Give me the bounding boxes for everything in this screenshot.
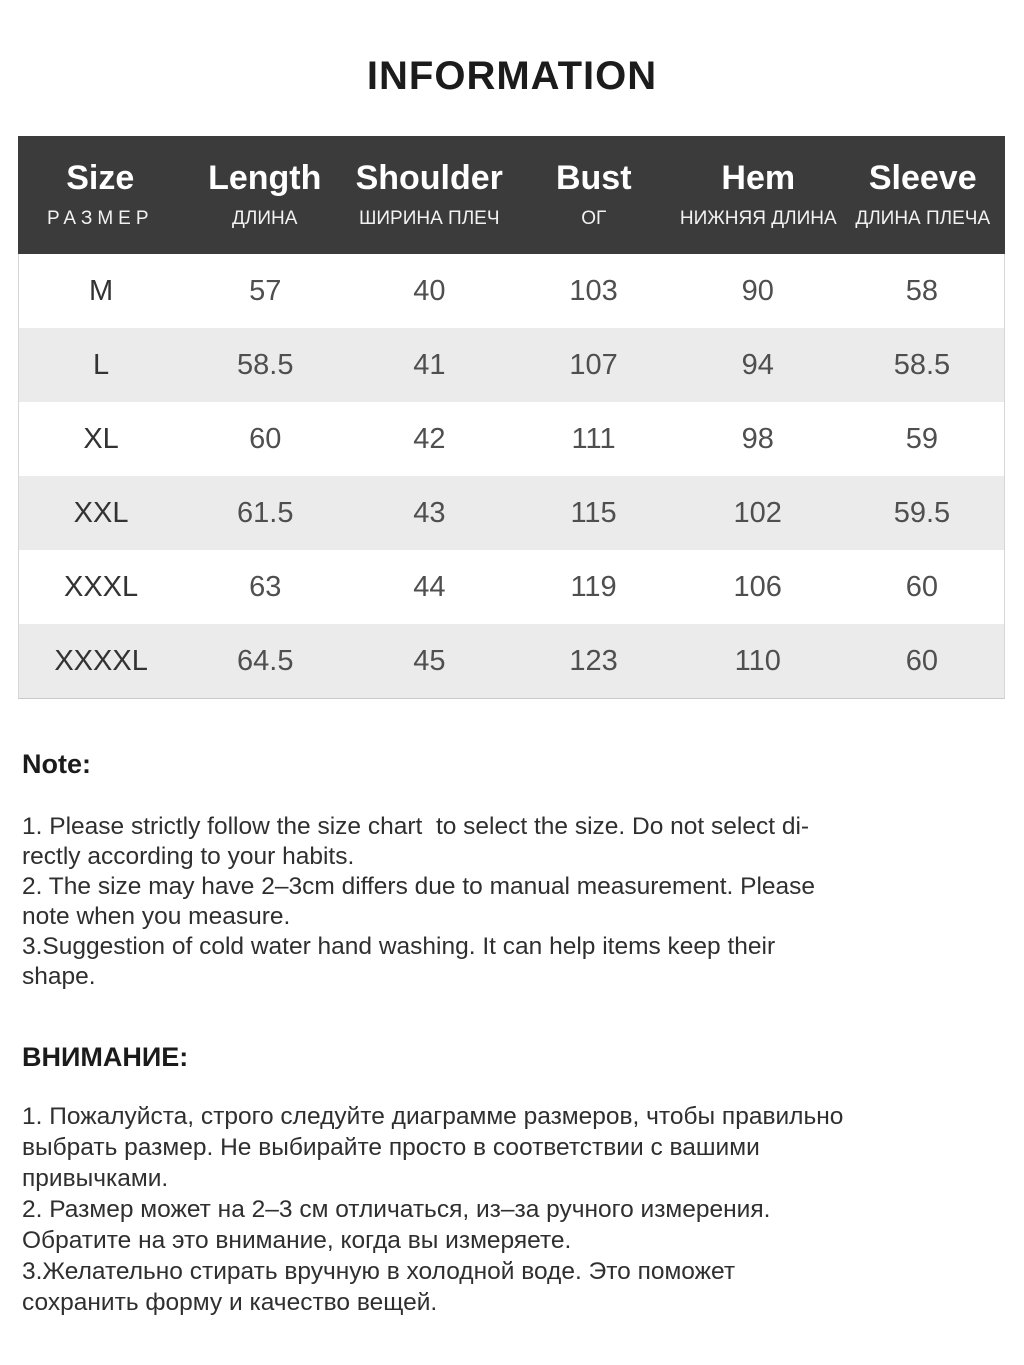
note-line: shape. xyxy=(22,963,96,991)
page-title: INFORMATION xyxy=(366,54,658,98)
length-cell: 57 xyxy=(249,274,282,307)
column-label-en: Bust xyxy=(555,158,632,197)
sleeve-cell: 58.5 xyxy=(893,348,951,381)
shoulder-cell: 45 xyxy=(413,644,446,677)
column-label-ru: ШИРИНА ПЛЕЧ xyxy=(358,208,500,230)
hem-cell: 98 xyxy=(741,422,774,455)
size-cell: L xyxy=(93,348,110,381)
column-label-en: Size xyxy=(66,158,135,197)
bust-cell: 107 xyxy=(569,348,618,381)
note-line: 3.Желательно стирать вручную в холодной воде. Это поможет xyxy=(22,1258,736,1286)
note-line: 1. Please strictly follow the size chart to select the size. Do not select di- xyxy=(22,813,810,841)
note-line: привычками. xyxy=(22,1165,169,1193)
column-header-size xyxy=(18,160,183,230)
sleeve-cell: 58 xyxy=(905,274,939,307)
note-line: note when you measure. xyxy=(22,903,291,931)
sleeve-cell: 60 xyxy=(905,644,939,677)
note-section-ru xyxy=(0,1042,1024,1318)
size-cell: XXXXL xyxy=(54,644,148,677)
shoulder-cell: 41 xyxy=(413,348,446,381)
size-cell: M xyxy=(88,274,114,307)
bust-cell: 103 xyxy=(569,274,618,307)
note-section-en xyxy=(0,749,1024,992)
table-row-xl xyxy=(19,402,1004,476)
column-header-hem xyxy=(676,160,841,230)
shoulder-cell: 43 xyxy=(413,496,446,529)
column-label-ru: РАЗМЕР xyxy=(46,208,154,230)
column-label-ru: НИЖНЯЯ ДЛИНА xyxy=(679,208,837,230)
note-line: 2. Размер может на 2–3 см отличаться, из–за ручного измерения. xyxy=(22,1196,771,1224)
column-label-en: Sleeve xyxy=(868,158,977,197)
size-cell: XXXL xyxy=(63,570,139,603)
note-line: Обратите на это внимание, когда вы измеряете. xyxy=(22,1227,572,1255)
hem-cell: 90 xyxy=(741,274,774,307)
bust-cell: 115 xyxy=(570,496,617,529)
bust-cell: 111 xyxy=(571,422,616,455)
note-line: 3.Suggestion of cold water hand washing. It can help items keep their xyxy=(22,933,776,961)
length-cell: 63 xyxy=(249,570,282,603)
table-row-xxxl xyxy=(19,550,1004,624)
note-heading-ru: ВНИМАНИЕ: xyxy=(22,1042,189,1073)
sleeve-cell: 59 xyxy=(905,422,939,455)
note-line: выбрать размер. Не выбирайте просто в соответствии с вашими xyxy=(22,1134,760,1162)
sleeve-cell: 59.5 xyxy=(893,496,951,529)
sleeve-cell: 60 xyxy=(905,570,939,603)
column-header-length xyxy=(183,160,348,230)
note-line: сохранить форму и качество вещей. xyxy=(22,1289,438,1317)
column-label-ru: ДЛИНА ПЛЕЧА xyxy=(855,208,991,230)
table-row-m xyxy=(19,254,1004,328)
note-heading-en: Note: xyxy=(22,749,91,779)
column-label-ru: ДЛИНА xyxy=(232,208,298,230)
hem-cell: 102 xyxy=(733,496,782,529)
column-header-bust xyxy=(512,160,677,230)
size-table xyxy=(18,136,1005,699)
shoulder-cell: 42 xyxy=(413,422,446,455)
note-line: rectly according to your habits. xyxy=(22,843,355,871)
note-line: 2. The size may have 2–3cm differs due to manual measurement. Please xyxy=(22,873,816,901)
column-label-en: Length xyxy=(208,158,322,197)
table-row-l xyxy=(19,328,1004,402)
size-cell: XL xyxy=(83,422,119,455)
size-cell: XXL xyxy=(73,496,129,529)
shoulder-cell: 40 xyxy=(413,274,446,307)
length-cell: 58.5 xyxy=(237,348,294,381)
size-table-header xyxy=(18,136,1005,254)
column-label-en: Shoulder xyxy=(355,158,503,197)
note-text-en xyxy=(22,812,1000,992)
hem-cell: 106 xyxy=(733,570,782,603)
bust-cell: 119 xyxy=(570,570,617,603)
table-row-xxl xyxy=(19,476,1004,550)
column-label-ru: ОГ xyxy=(581,208,607,230)
hem-cell: 94 xyxy=(741,348,774,381)
size-table-body xyxy=(18,254,1005,699)
length-cell: 60 xyxy=(249,422,282,455)
column-header-sleeve xyxy=(841,160,1006,230)
shoulder-cell: 44 xyxy=(413,570,446,603)
hem-cell: 110 xyxy=(734,644,781,677)
table-row-xxxxl xyxy=(19,624,1004,698)
column-header-shoulder xyxy=(347,160,512,230)
bust-cell: 123 xyxy=(569,644,618,677)
length-cell: 64.5 xyxy=(237,644,294,677)
note-text-ru xyxy=(22,1101,1000,1318)
note-line: 1. Пожалуйста, строго следуйте диаграмме размеров, чтобы правильно xyxy=(22,1103,844,1131)
column-label-en: Hem xyxy=(721,158,796,197)
length-cell: 61.5 xyxy=(237,496,294,529)
